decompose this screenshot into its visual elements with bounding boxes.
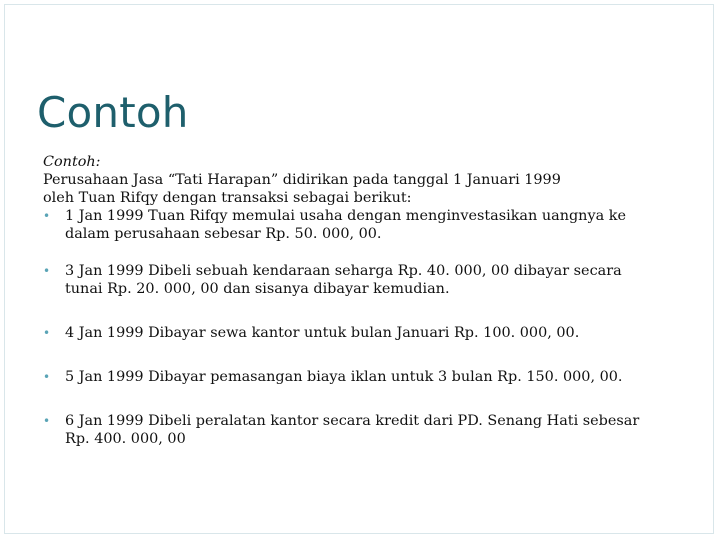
bullet-2-line-2: tunai Rp. 20. 000, 00 dan sisanya dibayar kemudian.: [65, 281, 450, 297]
bullet-icon: •: [43, 414, 51, 428]
bullet-3-line-1: 4 Jan 1999 Dibayar sewa kantor untuk bulan Januari Rp. 100. 000, 00.: [65, 325, 580, 341]
bullet-4-line-1: 5 Jan 1999 Dibayar pemasangan biaya iklan untuk 3 bulan Rp. 150. 000, 00.: [65, 369, 623, 385]
bullet-item-4: [43, 368, 703, 386]
intro-line-1: Perusahaan Jasa “Tati Harapan” didirikan pada tanggal 1 Januari 1999: [43, 172, 561, 188]
bullet-icon: •: [43, 326, 51, 340]
bullet-5-line-2: Rp. 400. 000, 00: [65, 431, 186, 447]
bullet-item-3: [43, 324, 703, 342]
bullet-1-line-1: 1 Jan 1999 Tuan Rifqy memulai usaha dengan menginvestasikan uangnya ke: [65, 208, 626, 224]
bullet-1-line-2: dalam perusahaan sebesar Rp. 50. 000, 00.: [65, 226, 382, 242]
bullet-icon: •: [43, 370, 51, 384]
slide-body: [43, 153, 703, 448]
intro-label: Contoh:: [43, 154, 101, 170]
bullet-5-line-1: 6 Jan 1999 Dibeli peralatan kantor secara kredit dari PD. Senang Hati sebesar: [65, 413, 640, 429]
bullet-item-5: [43, 412, 703, 448]
bullet-icon: •: [43, 209, 51, 223]
bullet-2-line-1: 3 Jan 1999 Dibeli sebuah kendaraan seharga Rp. 40. 000, 00 dibayar secara: [65, 263, 622, 279]
intro-line-2: oleh Tuan Rifqy dengan transaksi sebagai berikut:: [43, 190, 412, 206]
bullet-item-1: [43, 207, 703, 243]
bullet-item-2: [43, 262, 703, 298]
bullet-icon: •: [43, 264, 51, 278]
slide-title: Contoh: [37, 88, 189, 137]
